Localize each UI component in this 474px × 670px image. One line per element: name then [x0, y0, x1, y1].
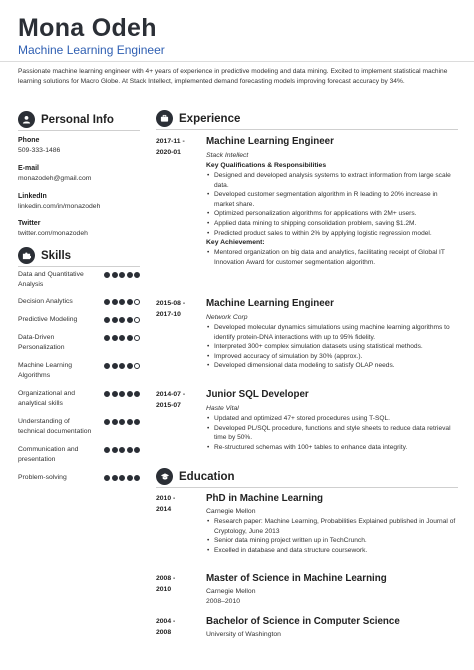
rating-dot-filled	[119, 363, 125, 369]
list-item: • Optimized personalization algorithms for applications with 2M+ users.	[206, 209, 458, 219]
entry-dates: 2008 - 2010	[156, 575, 176, 593]
list-item: • Developed customer segmentation algorithm in R leading to 20% increase in market share.	[206, 190, 458, 209]
twitter-value[interactable]: twitter.com/monazodeh	[18, 230, 88, 237]
linkedin-block	[18, 192, 138, 212]
rating-dot-filled	[119, 317, 125, 323]
rating-dot-filled	[127, 419, 133, 425]
qualifications-heading: Key Qualifications & Responsibilities	[206, 162, 327, 169]
list-item: • Research paper: Machine Learning, Probabilities Explained published in Journal of Cryptology, June 2013	[206, 517, 458, 536]
rating-dot-empty	[134, 317, 140, 323]
skill-name: Data and Quantitative Analysis	[18, 271, 84, 288]
personal-info-rule	[18, 130, 140, 131]
skill-rating	[104, 363, 140, 369]
rating-dot-filled	[112, 317, 118, 323]
skill-name: Understanding of technical documentation	[18, 418, 92, 435]
education-heading: Education	[179, 470, 235, 483]
rating-dot-filled	[127, 272, 133, 278]
experience-header	[156, 110, 240, 127]
list-item: • Re-structured schemas with 100+ tables to enhance data integrity.	[206, 443, 458, 453]
list-item: • Updated and optimized 47+ stored procedures using T-SQL.	[206, 414, 458, 424]
rating-dot-empty	[134, 299, 140, 305]
list-item: • Predicted product sales to within 2% by applying logistic regression model.	[206, 229, 458, 239]
skills-list	[18, 270, 140, 491]
skill-row	[18, 315, 140, 325]
degree-title: Master of Science in Machine Learning	[206, 573, 387, 584]
experience-heading: Experience	[179, 112, 241, 125]
experience-rule	[156, 129, 458, 130]
rating-dot-filled	[134, 272, 140, 278]
school-name: Carnegie Mellon	[206, 508, 256, 515]
list-item: • Improved accuracy of simulation by 30% (approx.).	[206, 352, 458, 362]
rating-dot-filled	[127, 317, 133, 323]
skill-rating	[104, 299, 140, 305]
rating-dot-filled	[112, 363, 118, 369]
rating-dot-filled	[112, 299, 118, 305]
phone-block	[18, 136, 138, 156]
puzzle-icon	[18, 247, 35, 264]
skill-rating	[104, 391, 140, 397]
rating-dot-filled	[127, 363, 133, 369]
rating-dot-filled	[112, 475, 118, 481]
email-value[interactable]: monazodeh@gmail.com	[18, 175, 92, 182]
school-name: Carnegie Mellon	[206, 588, 256, 595]
skill-name: Communication and presentation	[18, 446, 79, 463]
twitter-label: Twitter	[18, 220, 41, 227]
linkedin-value[interactable]: linkedin.com/in/monazodeh	[18, 203, 101, 210]
list-item: • Applied data mining to shipping consolidation problem, saving $1.2M.	[206, 219, 458, 229]
rating-dot-filled	[134, 475, 140, 481]
rating-dot-filled	[127, 299, 133, 305]
job-title: Junior SQL Developer	[206, 389, 309, 400]
list-item: • Developed molecular dynamics simulations using machine learning algorithms to identify protein-DNA interactions with up to 95% fidelity.	[206, 323, 458, 342]
twitter-block	[18, 219, 138, 239]
briefcase-icon	[156, 110, 173, 127]
skill-rating	[104, 475, 140, 481]
job-title: Machine Learning Engineer	[206, 298, 334, 309]
personal-info-heading: Personal Info	[41, 113, 114, 126]
rating-dot-filled	[112, 335, 118, 341]
list-item: • Excelled in database and data structure coursework.	[206, 546, 458, 556]
summary-text: Passionate machine learning engineer with 4+ years of experience in predictive modeling and data mining. Excited to implement statistical machine learning solutions for Macro Globe. At Stack Intellect, implemented demand forecasting models improving forecast accuracy by 34%.	[18, 68, 448, 85]
rating-dot-filled	[127, 447, 133, 453]
entry-dates: 2017-11 - 2020-01	[156, 138, 185, 156]
skill-name: Problem-solving	[18, 474, 67, 481]
skill-row	[18, 389, 140, 409]
skill-name: Predictive Modeling	[18, 316, 78, 323]
rating-dot-filled	[127, 391, 133, 397]
skill-rating	[104, 447, 140, 453]
skills-rule	[18, 266, 140, 267]
skill-rating	[104, 317, 140, 323]
rating-dot-empty	[134, 335, 140, 341]
rating-dot-filled	[119, 272, 125, 278]
list-item: • Developed PL/SQL procedure, functions and style sheets to reduce data retrieval time by 50%.	[206, 424, 458, 443]
education-header	[156, 468, 235, 485]
bullet-list	[206, 248, 458, 267]
rating-dot-filled	[104, 363, 110, 369]
education-rule	[156, 487, 458, 488]
skill-row	[18, 417, 140, 437]
entry-dates: 2015-08 - 2017-10	[156, 300, 186, 318]
company-name: Haste Vital	[206, 405, 239, 412]
list-item: • Interpreted 300+ complex simulation datasets using statistical methods.	[206, 342, 458, 352]
bullet-list	[206, 517, 458, 555]
rating-dot-filled	[134, 419, 140, 425]
rating-dot-filled	[134, 447, 140, 453]
personal-info-header	[18, 111, 114, 128]
rating-dot-filled	[104, 475, 110, 481]
skill-name: Decision Analytics	[18, 298, 73, 305]
rating-dot-filled	[119, 391, 125, 397]
bullet-list	[206, 323, 458, 371]
phone-label: Phone	[18, 137, 40, 144]
rating-dot-filled	[119, 475, 125, 481]
person-icon	[18, 111, 35, 128]
degree-years: 2008–2010	[206, 598, 241, 605]
list-item: • Developed dimensional data modeling to satisfy OLAP needs.	[206, 361, 458, 371]
company-name: Network Corp	[206, 314, 248, 321]
candidate-name: Mona Odeh	[18, 14, 157, 42]
job-title: Machine Learning Engineer	[206, 136, 334, 147]
rating-dot-filled	[104, 299, 110, 305]
skill-name: Machine Learning Algorithms	[18, 362, 73, 379]
rating-dot-filled	[104, 272, 110, 278]
list-item: • Senior data mining project written up in TechCrunch.	[206, 536, 458, 546]
skill-row	[18, 333, 140, 353]
achievement-heading: Key Achievement:	[206, 239, 265, 247]
list-item: • Mentored organization on big data and analytics, facilitating receipt of Global IT Innovation Award for customer segmentation algorithm.	[206, 248, 458, 267]
linkedin-label: LinkedIn	[18, 193, 47, 200]
phone-value: 509-333-1486	[18, 147, 61, 154]
rating-dot-filled	[104, 335, 110, 341]
skill-name: Organizational and analytical skills	[18, 390, 76, 407]
header-divider	[0, 61, 474, 62]
rating-dot-filled	[119, 335, 125, 341]
skills-heading: Skills	[41, 249, 72, 262]
email-label: E-mail	[18, 165, 40, 172]
skill-row	[18, 270, 140, 290]
rating-dot-filled	[127, 475, 133, 481]
rating-dot-filled	[112, 419, 118, 425]
entry-dates: 2004 - 2008	[156, 618, 176, 636]
entry-dates: 2014-07 - 2015-07	[156, 391, 186, 409]
rating-dot-filled	[104, 419, 110, 425]
email-block	[18, 164, 138, 184]
graduation-cap-icon	[156, 468, 173, 485]
skill-name: Data-Driven Personalization	[18, 334, 65, 351]
rating-dot-filled	[104, 391, 110, 397]
skill-rating	[104, 272, 140, 278]
bullet-list	[206, 414, 458, 452]
skill-row	[18, 473, 140, 483]
skill-row	[18, 445, 140, 465]
rating-dot-filled	[134, 391, 140, 397]
skill-rating	[104, 419, 140, 425]
candidate-title: Machine Learning Engineer	[18, 43, 165, 57]
rating-dot-filled	[112, 391, 118, 397]
rating-dot-filled	[112, 447, 118, 453]
rating-dot-empty	[134, 363, 140, 369]
list-item: • Designed and developed analysis systems to extract information from large scale data.	[206, 171, 458, 190]
rating-dot-filled	[112, 272, 118, 278]
degree-title: PhD in Machine Learning	[206, 493, 324, 504]
rating-dot-filled	[104, 317, 110, 323]
degree-title: Bachelor of Science in Computer Science	[206, 616, 400, 627]
rating-dot-filled	[119, 299, 125, 305]
bullet-list	[206, 171, 458, 238]
skill-row	[18, 361, 140, 381]
school-name: University of Washington	[206, 631, 281, 638]
company-name: Stack Intellect	[206, 152, 249, 159]
rating-dot-filled	[119, 419, 125, 425]
rating-dot-filled	[104, 447, 110, 453]
rating-dot-filled	[127, 335, 133, 341]
skills-header	[18, 247, 71, 264]
skill-row	[18, 297, 140, 307]
rating-dot-filled	[119, 447, 125, 453]
skill-rating	[104, 335, 140, 341]
entry-dates: 2010 - 2014	[156, 495, 176, 513]
